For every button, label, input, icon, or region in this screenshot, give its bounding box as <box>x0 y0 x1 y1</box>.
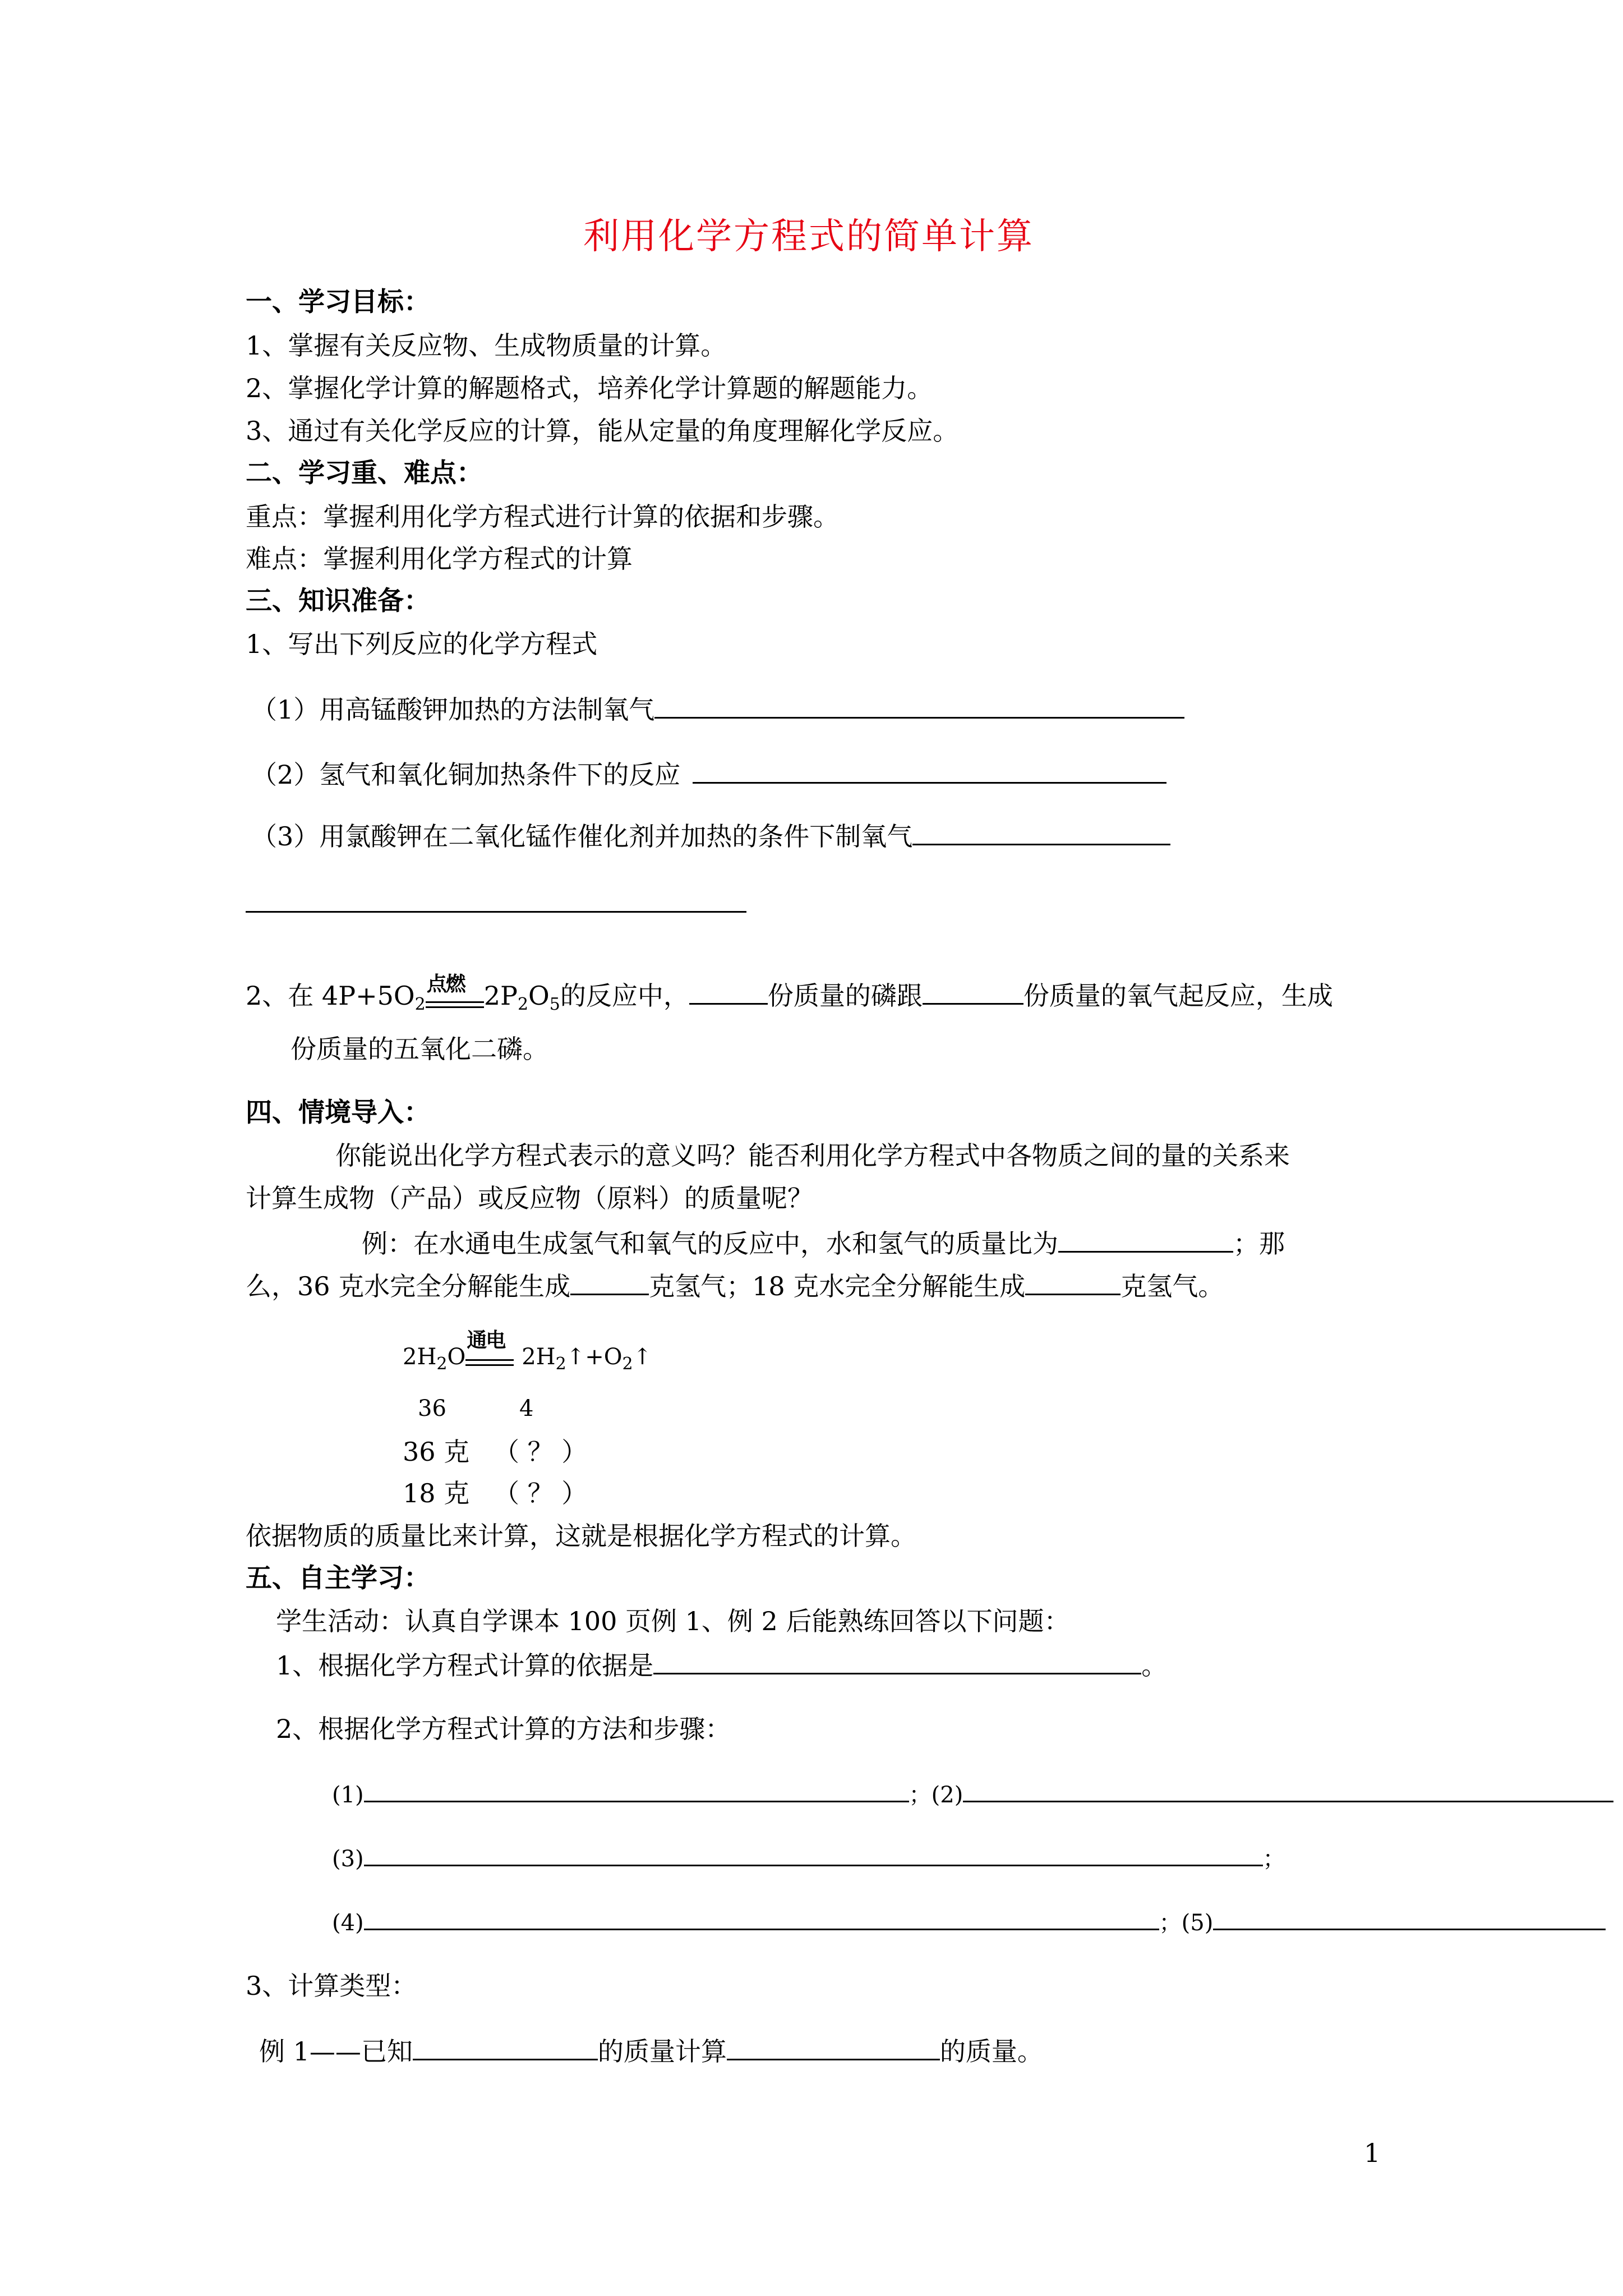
answer-blank-step-2[interactable] <box>963 1778 1613 1802</box>
eq-left-o: O <box>447 1344 466 1370</box>
q2-product-o: O <box>528 981 550 1011</box>
answer-blank-hydrogen-18g[interactable] <box>1025 1268 1121 1295</box>
q2-sub-p2: 2 <box>517 995 529 1014</box>
answer-blank-step-3[interactable] <box>364 1842 1263 1866</box>
eq-sub-h2o: 2 <box>436 1354 448 1374</box>
section-1-heading: 一、学习目标： <box>246 287 430 318</box>
electrolysis-equation <box>403 1329 652 1378</box>
example-line-2 <box>246 1268 1224 1302</box>
prep-question-1c <box>251 818 1170 852</box>
ratio-row-1-right: 4 <box>519 1396 534 1421</box>
electricity-condition-text: 通电 <box>467 1329 505 1352</box>
eq-right-h: 2H <box>522 1344 556 1370</box>
eq-sub-o2: 2 <box>622 1354 633 1374</box>
prep-question-1: 1、写出下列反应的化学方程式 <box>246 629 598 659</box>
equals-line-bottom <box>465 1364 514 1366</box>
equals-line-top <box>465 1359 514 1361</box>
self-study-question-1-end: 。 <box>1141 1650 1168 1681</box>
ratio-row-2-left: 36 克 <box>403 1437 470 1467</box>
answer-blank-mass-ratio[interactable] <box>1058 1225 1233 1253</box>
prep-question-2 <box>246 973 1333 1020</box>
answer-blank-1a[interactable] <box>654 691 1184 719</box>
self-study-question-1-text: 1、根据化学方程式计算的依据是 <box>276 1650 654 1681</box>
answer-blank-1c[interactable] <box>912 818 1170 845</box>
q2-prefix: 2、在 4P+5O <box>246 981 415 1011</box>
prep-question-1b <box>251 756 1166 790</box>
eq-up-arrow: ↑ <box>633 1344 652 1370</box>
example-line-1 <box>362 1225 1285 1259</box>
answer-blank-known[interactable] <box>413 2033 598 2060</box>
example-line-2-c: 克氢气。 <box>1121 1271 1224 1301</box>
ratio-row-3-left: 18 克 <box>403 1478 470 1508</box>
calculation-types: 3、计算类型： <box>246 1971 417 2001</box>
answer-blank-1c-continued[interactable] <box>246 911 746 913</box>
calculation-conclusion: 依据物质的质量比来计算，这就是根据化学方程式的计算。 <box>246 1521 916 1551</box>
step-2-label: ；(2) <box>909 1782 963 1808</box>
example-line-2-a: 么，36 克水完全分解能生成 <box>246 1271 571 1301</box>
ratio-row-3-right: （ ？ ） <box>494 1478 588 1508</box>
objective-2: 2、掌握化学计算的解题格式，培养化学计算题的解题能力。 <box>246 373 933 403</box>
ignite-condition <box>426 973 484 1020</box>
answer-blank-basis[interactable] <box>653 1647 1141 1674</box>
equals-line-top <box>426 1001 484 1003</box>
example-1-type-a: 例 1——已知 <box>259 2036 413 2067</box>
q2-mid-2: 份质量的磷跟 <box>767 981 923 1011</box>
section-4-heading: 四、情境导入： <box>246 1097 430 1128</box>
objective-1: 1、掌握有关反应物、生成物质量的计算。 <box>246 330 727 361</box>
answer-blank-1b[interactable] <box>693 756 1166 784</box>
step-row-2 <box>332 1842 1285 1873</box>
eq-right-o: ↑+O <box>566 1344 623 1370</box>
example-line-1-end: ；那 <box>1233 1228 1285 1259</box>
intro-paragraph-1: 你能说出化学方程式表示的意义吗？能否利用化学方程式中各物质之间的量的关系来 <box>335 1140 1290 1171</box>
electricity-condition <box>465 1329 514 1378</box>
q2-sub-o2: 2 <box>414 995 426 1014</box>
section-2-heading: 二、学习重、难点： <box>246 458 483 489</box>
page-title: 利用化学方程式的简单计算 <box>583 216 1034 257</box>
q2-sub-o5: 5 <box>549 995 560 1014</box>
answer-blank-unknown[interactable] <box>727 2033 940 2060</box>
prep-question-1b-text: （2）氢气和氧化铜加热条件下的反应 <box>251 760 681 790</box>
answer-blank-step-5[interactable] <box>1213 1906 1606 1930</box>
step-4-label: (4) <box>332 1910 364 1936</box>
prep-question-1a-text: （1）用高锰酸钾加热的方法制氧气 <box>251 694 655 725</box>
answer-blank-oxygen[interactable] <box>923 977 1023 1005</box>
eq-sub-h2: 2 <box>555 1354 566 1374</box>
section-5-heading: 五、自主学习： <box>246 1563 430 1594</box>
prep-question-1a <box>251 691 1184 725</box>
step-3-end: ； <box>1262 1846 1285 1872</box>
answer-blank-step-1[interactable] <box>364 1778 909 1802</box>
objective-3: 3、通过有关化学反应的计算，能从定量的角度理解化学反应。 <box>246 416 959 446</box>
step-1-label: (1) <box>332 1782 364 1808</box>
ignite-condition-text: 点燃 <box>426 973 465 996</box>
ratio-row-2-right: （ ？ ） <box>494 1437 588 1467</box>
ratio-row-1-left: 36 <box>418 1396 446 1421</box>
q2-product: 2P <box>483 981 518 1011</box>
self-study-question-1 <box>276 1647 1167 1681</box>
section-3-heading: 三、知识准备： <box>246 586 430 616</box>
q2-mid-1: 的反应中， <box>560 981 689 1011</box>
step-3-label: (3) <box>332 1846 364 1872</box>
step-row-1 <box>332 1778 1613 1809</box>
difficult-point: 难点：掌握利用化学方程式的计算 <box>246 544 633 574</box>
self-study-question-2: 2、根据化学方程式计算的方法和步骤： <box>276 1714 731 1744</box>
q2-mid-3: 份质量的氧气起反应，生成 <box>1023 981 1333 1011</box>
step-row-3 <box>332 1906 1606 1937</box>
step-5-label: ；(5) <box>1159 1910 1214 1936</box>
example-line-2-b: 克氢气；18 克水完全分解能生成 <box>649 1271 1026 1301</box>
key-point: 重点：掌握利用化学方程式进行计算的依据和步骤。 <box>246 501 839 532</box>
prep-question-2-line2: 份质量的五氧化二磷。 <box>291 1034 548 1064</box>
answer-blank-hydrogen-36g[interactable] <box>570 1268 649 1295</box>
equals-line-bottom <box>426 1006 484 1008</box>
example-line-1-text: 例：在水通电生成氢气和氧气的反应中，水和氢气的质量比为 <box>362 1228 1058 1259</box>
answer-blank-step-4[interactable] <box>364 1906 1159 1930</box>
eq-left: 2H <box>403 1344 437 1370</box>
page-number: 1 <box>1364 2138 1381 2168</box>
prep-question-1c-text: （3）用氯酸钾在二氧化锰作催化剂并加热的条件下制氧气 <box>251 821 913 852</box>
example-1-type-c: 的质量。 <box>939 2036 1043 2067</box>
student-activity: 学生活动：认真自学课本 100 页例 1、例 2 后能熟练回答以下问题： <box>276 1606 1070 1636</box>
example-1-type <box>259 2033 1043 2067</box>
intro-paragraph-2: 计算生成物（产品）或反应物（原料）的质量呢？ <box>246 1183 813 1213</box>
example-1-type-b: 的质量计算 <box>597 2036 727 2067</box>
answer-blank-phosphorus[interactable] <box>689 977 768 1005</box>
